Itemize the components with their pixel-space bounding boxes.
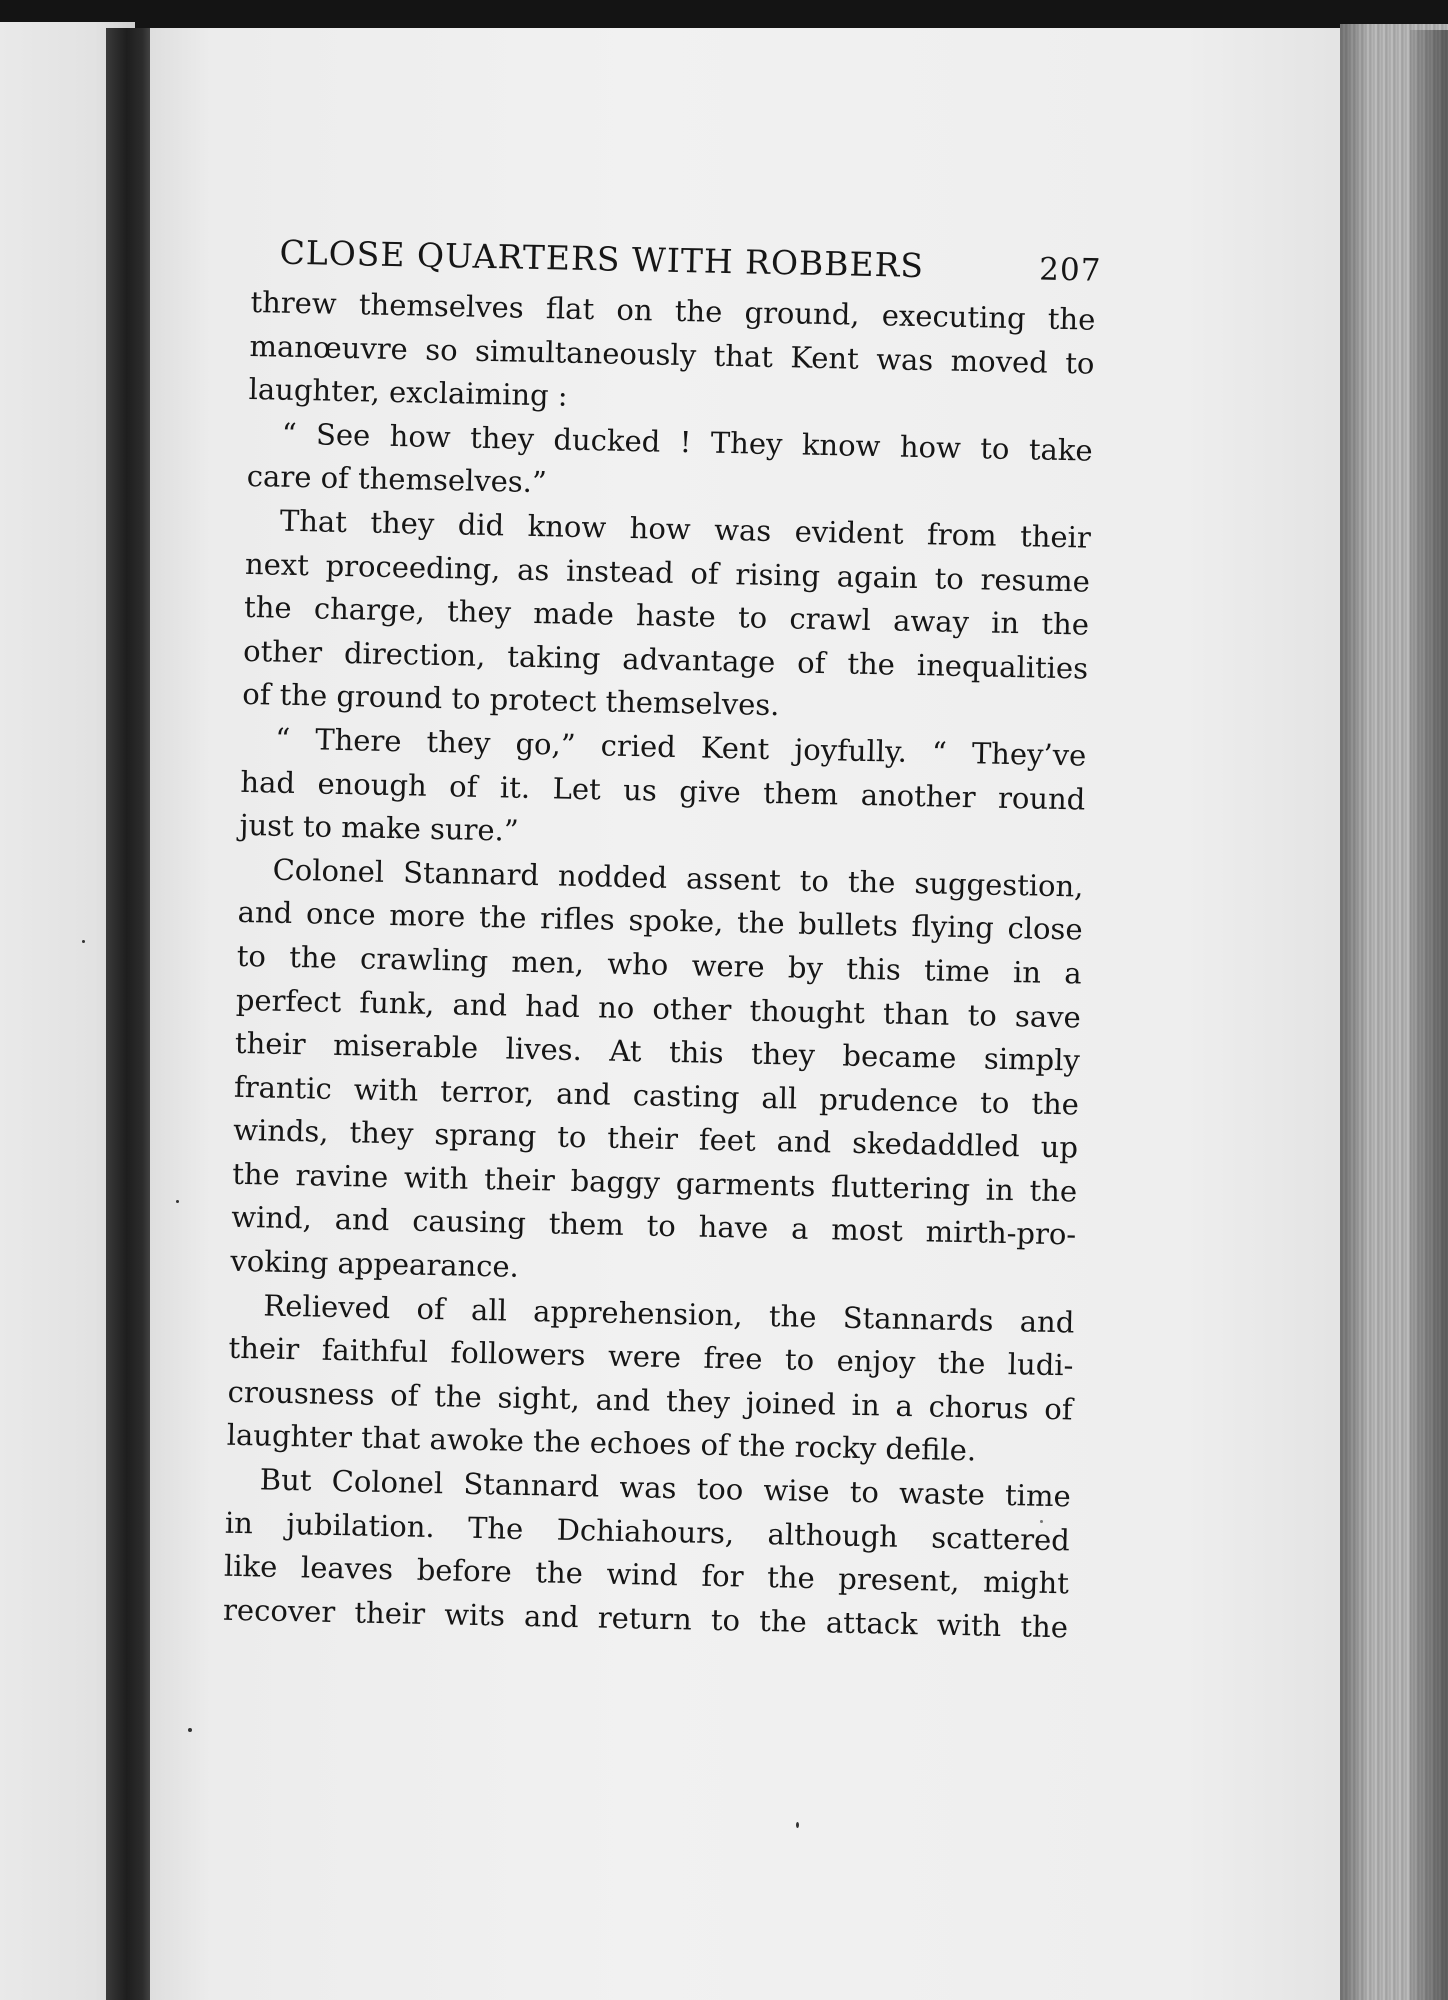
text-line: the charge, they made haste to crawl away in the <box>243 590 1090 642</box>
text-line: winds, they sprang to their feet and skedaddled up <box>232 1113 1079 1165</box>
page-number: 207 <box>1038 251 1102 289</box>
text-line: Colonel Stannard nodded assent to the suggestion, <box>272 852 1084 904</box>
page-text-block <box>222 232 1102 1650</box>
dust-speck <box>176 1200 179 1203</box>
text-line: Relieved of all apprehension, the Stannards and <box>263 1288 1075 1340</box>
dust-speck <box>82 940 85 943</box>
text-line: wind, and causing them to have a most mirth-pro- <box>231 1200 1077 1252</box>
text-line: to the crawling men, who were by this time in a <box>236 938 1083 991</box>
text-line: other direction, taking advantage of the inequalities <box>242 633 1089 686</box>
text-line: “ See how they ducked ! They know how to take <box>281 416 1093 468</box>
text-line: of the ground to protect themselves. <box>241 677 780 723</box>
text-line: and once more the rifles spoke, the bullets flying close <box>237 895 1083 947</box>
text-line: perfect funk, and had no other thought than to save <box>235 982 1082 1035</box>
fore-edge-outer-shadow <box>1410 30 1448 2000</box>
text-line: “ There they go,” cried Kent joyfully. “ They’ve <box>275 721 1087 773</box>
text-line: like leaves before the wind for the present, might <box>223 1548 1070 1601</box>
text-line: laughter, exclaiming : <box>248 372 569 413</box>
dust-speck <box>188 1728 192 1732</box>
text-line: But Colonel Stannard was too wise to waste time <box>259 1462 1072 1514</box>
text-line: manœuvre so simultaneously that Kent was moved to <box>249 328 1095 381</box>
text-line: That they did know how was evident from their <box>279 503 1092 555</box>
text-line: next proceeding, as instead of rising again to resume <box>244 546 1091 599</box>
text-line: voking appearance. <box>230 1243 520 1284</box>
text-line: their faithful followers were free to enjoy the ludi- <box>228 1331 1074 1383</box>
text-line: crousness of the sight, and they joined in a chorus of <box>227 1374 1073 1427</box>
text-line: just to make sure.” <box>239 807 519 848</box>
dust-speck <box>796 1822 799 1828</box>
running-head-title: CLOSE QUARTERS WITH ROBBERS <box>279 232 925 286</box>
text-line: in jubilation. The Dchiahours, although scattered <box>224 1505 1071 1558</box>
text-line: recover their wits and return to the attack with the <box>222 1592 1069 1645</box>
text-line: their miserable lives. At this they became simply <box>234 1025 1081 1078</box>
fore-edge-shadow <box>1340 24 1370 2000</box>
text-line: frantic with terror, and casting all prudence to the <box>233 1069 1080 1122</box>
text-line: threw themselves flat on the ground, executing the <box>250 284 1096 337</box>
body-text <box>223 281 1096 1650</box>
text-line: laughter that awoke the echoes of the rocky defile. <box>226 1418 977 1468</box>
scanner-top-edge <box>0 0 1448 30</box>
text-line: care of themselves.” <box>246 459 548 500</box>
text-line: the ravine with their baggy garments fluttering in the <box>231 1156 1078 1209</box>
text-line: had enough of it. Let us give them another round <box>240 764 1086 817</box>
